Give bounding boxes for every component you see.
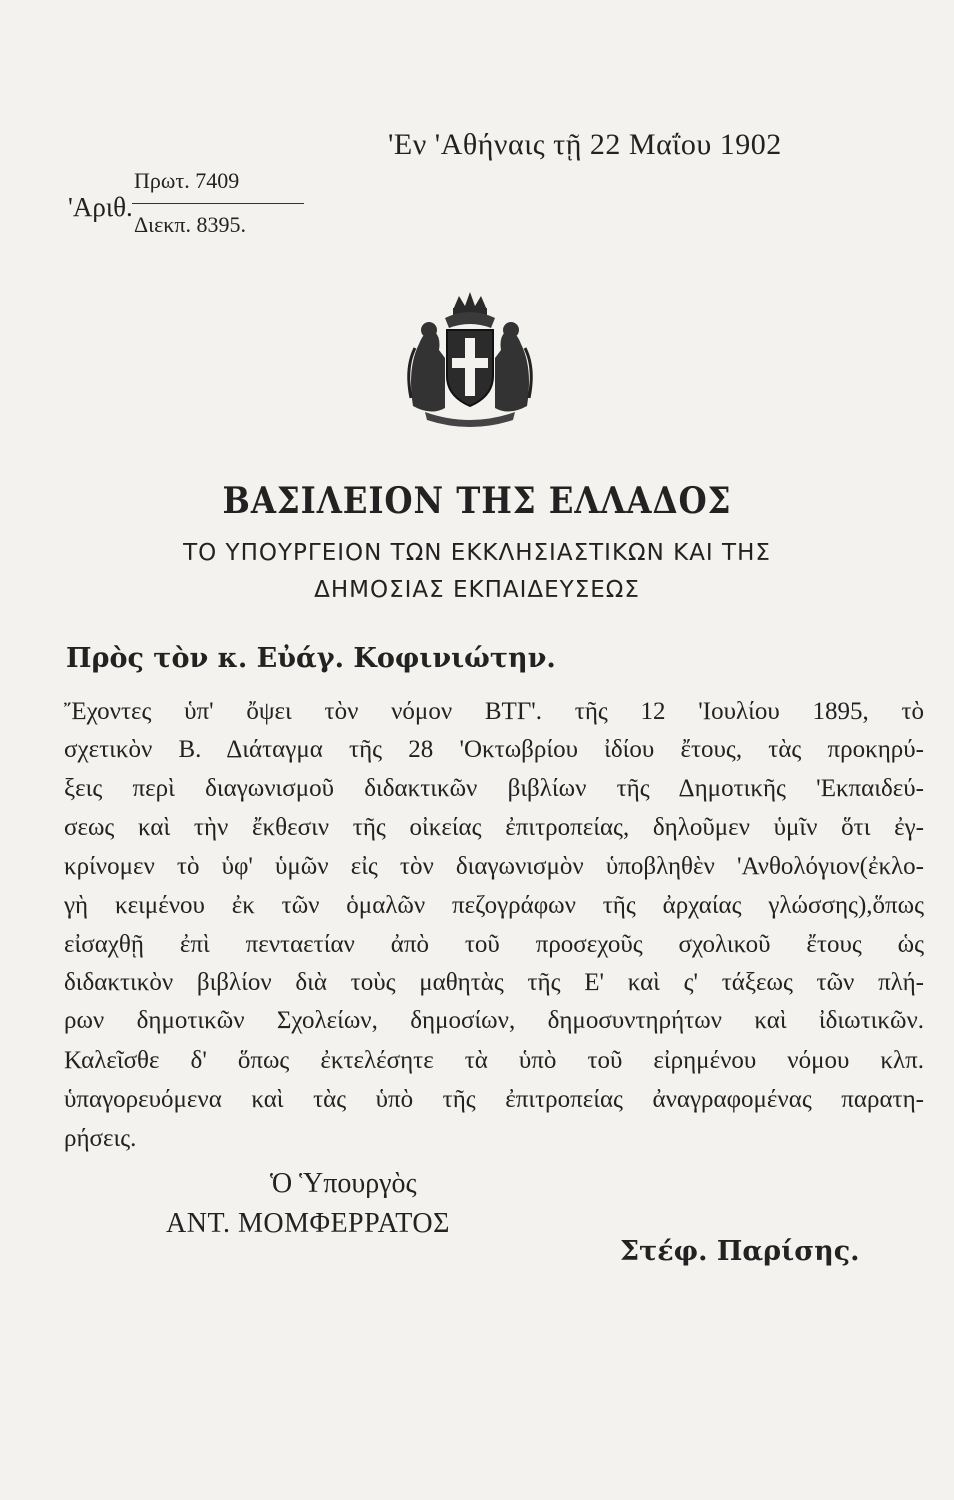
body-line: ρήσεις. xyxy=(64,1125,137,1152)
body-line: Ἔχοντες ὑπ' ὄψει τὸν νόμον ΒΤΓ'. τῆς 12 'Ιουλίου 1895, τὸ xyxy=(64,698,924,725)
reference-divider xyxy=(132,203,304,204)
body-line: εἰσαχθῇ ἐπὶ πενταετίαν ἀπὸ τοῦ προσεχοῦς σχολικοῦ ἔτους ὡς xyxy=(64,931,924,958)
ministry-heading-line1: ΤΟ ΥΠΟΥΡΓΕΙΟΝ ΤΩΝ ΕΚΚΛΗΣΙΑΣΤΙΚΩΝ ΚΑΙ ΤΗΣ xyxy=(183,540,771,566)
protocol-number: Πρωτ. 7409 xyxy=(134,168,240,193)
date-line: 'Εν 'Αθήναις τῇ 22 Μαΐου 1902 xyxy=(388,128,782,161)
body-line: ξεις περὶ διαγωνισμοῦ διδακτικῶν βιβλίων τῆς Δημοτικῆς 'Εκπαιδεύ- xyxy=(64,775,924,802)
greek-royal-coat-of-arms-icon xyxy=(395,288,545,438)
signer-name: ΑΝΤ. ΜΟΜΦΕΡΡΑΤΟΣ xyxy=(166,1208,450,1239)
reference-label: 'Αριθ. xyxy=(68,192,133,222)
signer-title: Ὁ Ὑπουργὸς xyxy=(270,1168,417,1199)
body-line: σχετικὸν Β. Διάταγμα τῆς 28 'Οκτωβρίου ἰδίου ἔτους, τὰς προκηρύ- xyxy=(64,736,924,763)
body-line: ὑπαγορευόμενα καὶ τὰς ὑπὸ τῆς ἐπιτροπείας ἀναγραφομένας παρατη- xyxy=(64,1086,924,1113)
body-line: γὴ κειμένου ἐκ τῶν ὁμαλῶν πεζογράφων τῆς ἀρχαίας γλώσσης),ὅπως xyxy=(64,892,924,919)
body-line: Καλεῖσθε δ' ὅπως ἐκτελέσητε τὰ ὑπὸ τοῦ εἰρημένου νόμου κλπ. xyxy=(64,1047,924,1074)
addressee: Πρὸς τὸν κ. Εὐάγ. Κοφινιώτην. xyxy=(66,643,556,674)
dispatch-number: Διεκπ. 8395. xyxy=(134,212,246,237)
body-line: διδακτικὸν βιβλίον διὰ τοὺς μαθητὰς τῆς Ε' καὶ ς' τάξεως τῶν πλή- xyxy=(64,969,924,996)
body-line: κρίνομεν τὸ ὑφ' ὑμῶν εἰς τὸν διαγωνισμὸν ὑποβληθὲν 'Ανθολόγιον(ἐκλο- xyxy=(64,853,924,880)
ministry-heading-line2: ΔΗΜΟΣΙΑΣ ΕΚΠΑΙΔΕΥΣΕΩΣ xyxy=(314,577,640,603)
kingdom-heading: ΒΑΣΙΛΕΙΟΝ ΤΗΣ ΕΛΛΑΔΟΣ xyxy=(222,480,732,522)
body-line: σεως καὶ τὴν ἔκθεσιν τῆς οἰκείας ἐπιτροπείας, δηλοῦμεν ὑμῖν ὅτι ἐγ- xyxy=(64,814,924,841)
countersignature: Στέφ. Παρίσης. xyxy=(620,1236,860,1267)
body-line: ρων δημοτικῶν Σχολείων, δημοσίων, δημοσυντηρήτων καὶ ἰδιωτικῶν. xyxy=(64,1007,924,1034)
